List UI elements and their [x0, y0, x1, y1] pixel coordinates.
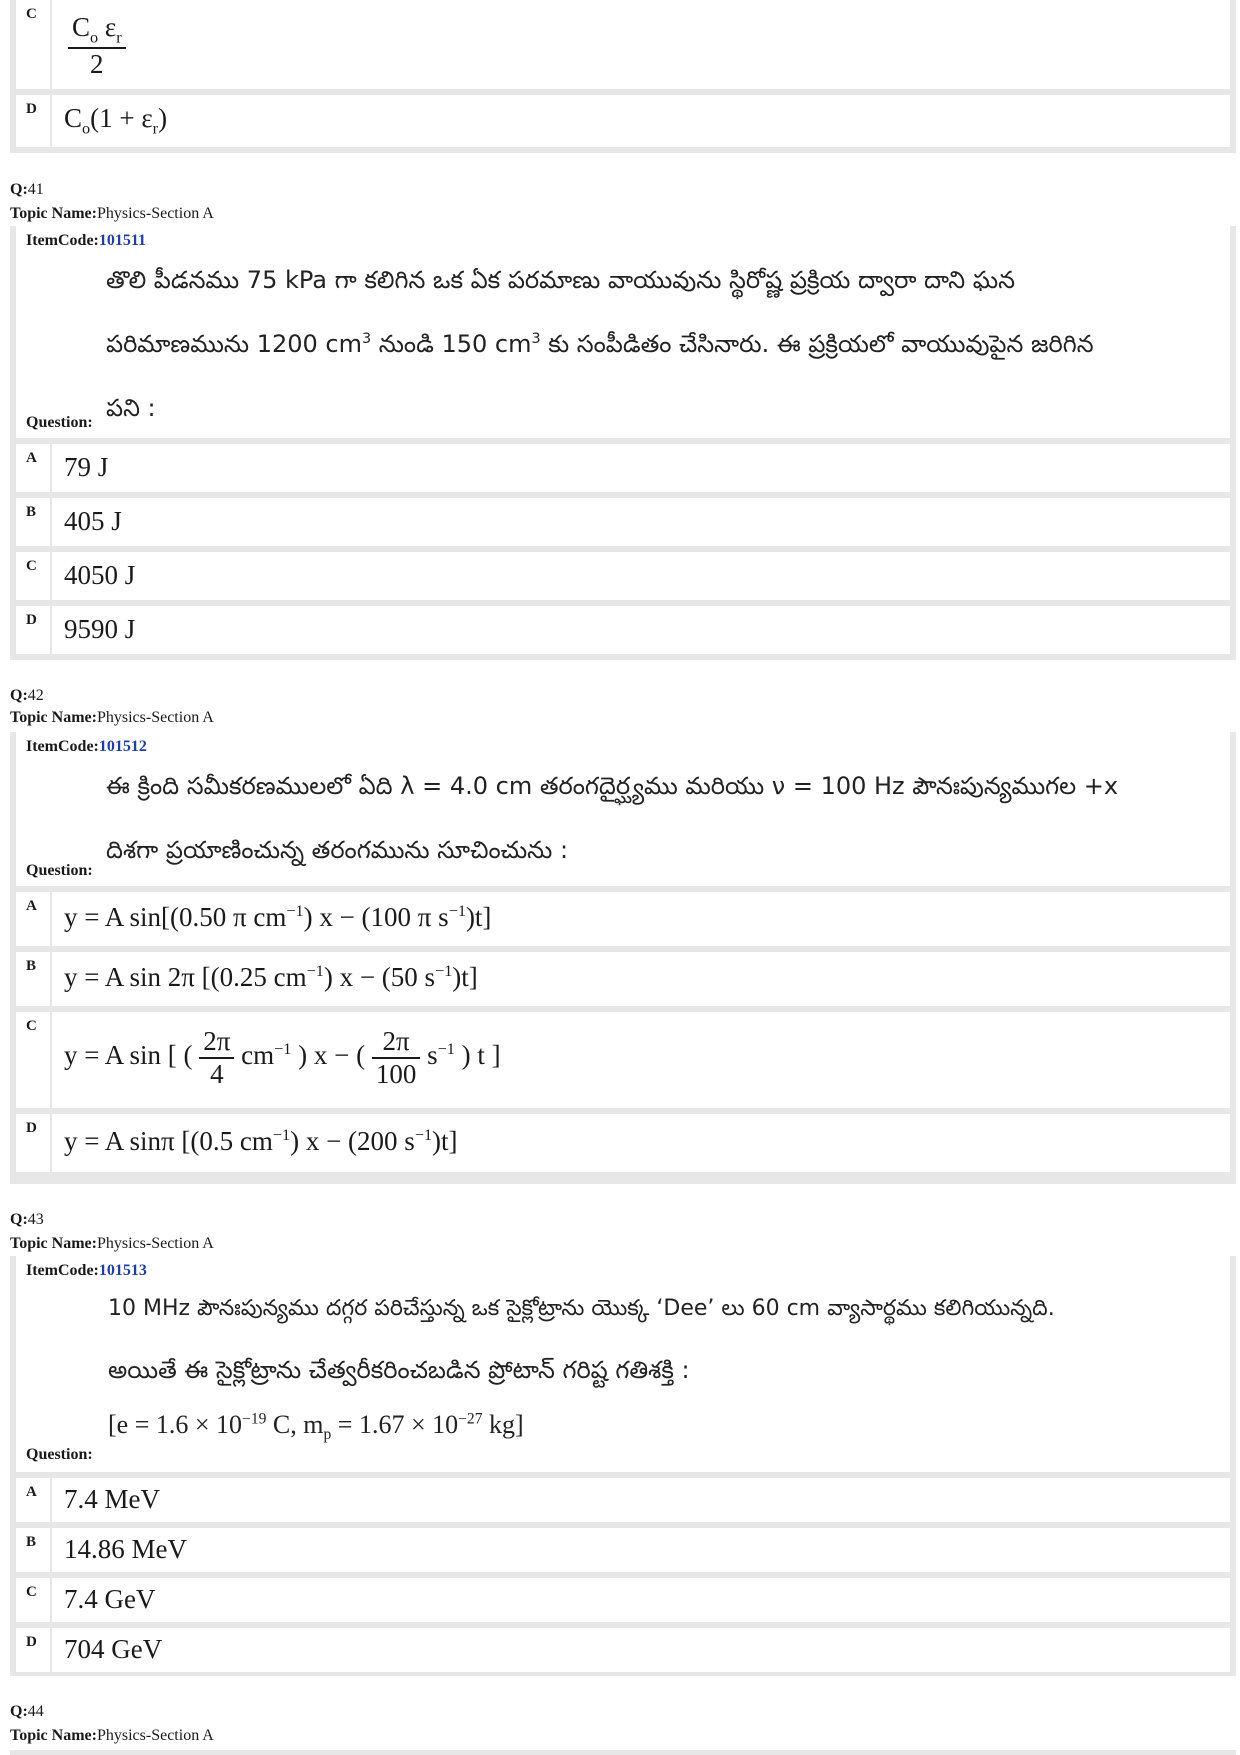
question-text: [108, 1256, 1218, 1472]
question-label: Question:: [26, 1446, 93, 1463]
question-line: పరిమాణమును 1200 $cm^3$ నుండి 150 $cm^3$ కు సంపీడితం చేసినారు. ఈ ప్రక్రియలో వాయువుపైన జరిగిన: [106, 330, 1094, 358]
option-row: [16, 0, 1230, 89]
question-line: పని :: [106, 394, 156, 422]
topic-name: Topic Name:Physics-Section A: [10, 205, 214, 222]
option-letter: B: [26, 504, 37, 520]
question-number: Q:44: [10, 1703, 44, 1720]
option-row[interactable]: [16, 552, 1230, 600]
option-row[interactable]: [16, 444, 1230, 492]
option-row[interactable]: [16, 892, 1230, 946]
option-text: 4050 J: [64, 560, 136, 590]
question-number: Q:42: [10, 687, 44, 704]
question-line: తొలి పీడనము 75 kPa గా కలిగిన ఒక ఏక పరమాణు వాయువును స్థిరోష్ణ ప్రక్రియ ద్వారా దాని ఘన: [106, 266, 1015, 294]
question-line: [$e = 1.6 \times 10^{-19}$ C, $m_p = 1.67 \times 10^{-27}$ kg]: [108, 1410, 524, 1444]
option-text: y = A sin 2π [(0.25 $cm^{-1}$) x − (50 $s^{-1})t$]: [64, 962, 478, 992]
question-text: [106, 732, 1218, 886]
option-text: 704 GeV: [64, 1634, 163, 1664]
option-text: 7.4 GeV: [64, 1584, 156, 1614]
option-c-fraction: $\frac{C_o \varepsilon_r}{2}$: [68, 12, 126, 80]
topic-name: Topic Name:Physics-Section A: [10, 709, 214, 726]
option-cell: [50, 95, 1230, 147]
option-text: 79 J: [64, 452, 109, 482]
option-row[interactable]: [16, 1528, 1230, 1572]
option-row[interactable]: [16, 1114, 1230, 1172]
option-letter: C: [26, 1584, 37, 1600]
option-row: [16, 95, 1230, 147]
option-letter: C: [26, 558, 37, 574]
question-body: [16, 1256, 1230, 1472]
item-code: ItemCode:101512: [26, 738, 147, 755]
option-text: 14.86 MeV: [64, 1534, 187, 1564]
option-letter: B: [26, 958, 37, 974]
question-frame: [10, 1256, 1236, 1676]
option-row[interactable]: [16, 1578, 1230, 1622]
question-number: Q:43: [10, 1211, 44, 1228]
option-row[interactable]: [16, 1628, 1230, 1672]
option-letter: B: [26, 1534, 37, 1550]
option-row[interactable]: [16, 1478, 1230, 1522]
option-letter: C: [26, 1018, 37, 1034]
question-text: [106, 226, 1218, 438]
question-body: [16, 226, 1230, 438]
option-letter: D: [26, 1120, 37, 1136]
option-letter: D: [26, 101, 37, 117]
option-letter: D: [26, 1634, 37, 1650]
option-letter: A: [26, 450, 37, 466]
option-cell: [50, 0, 1230, 89]
question-line: 10 MHz పౌనఃపున్యము దగ్గర పరిచేస్తున్న ఒక సైక్లోట్రాను యొక్క ‘Dee’ లు 60 cm వ్యాసార్థము కలిగియున్నది.: [108, 1296, 1055, 1321]
prev-options-frame: [10, 0, 1236, 153]
question-line: ఈ క్రింది సమీకరణములలో ఏది λ = 4.0 cm తరంగదైర్ఘ్యము మరియు ν = 100 Hz పౌనఃపున్యముగల +x: [106, 772, 1119, 800]
topic-name: Topic Name:Physics-Section A: [10, 1235, 214, 1252]
option-row[interactable]: [16, 606, 1230, 654]
option-text: y = A sinπ [(0.5 $cm^{-1}$) x − (200 $s^{-1})t$]: [64, 1126, 458, 1156]
option-row[interactable]: [16, 952, 1230, 1006]
option-row[interactable]: [16, 1012, 1230, 1108]
question-body: [16, 732, 1230, 886]
option-text: 9590 J: [64, 614, 136, 644]
option-text: y = A sin[(0.50 π $cm^{-1}$) x − (100 π $s^{-1})t$]: [64, 902, 492, 932]
option-letter: C: [26, 6, 37, 22]
option-letter: D: [26, 612, 37, 628]
question-frame: [10, 226, 1236, 660]
option-letter: A: [26, 1484, 37, 1500]
question-number: Q:41: [10, 181, 44, 198]
option-letter: A: [26, 898, 37, 914]
option-text: 7.4 MeV: [64, 1484, 160, 1514]
question-label: Question:: [26, 414, 93, 431]
item-code: ItemCode:101513: [26, 1262, 147, 1279]
question-label: Question:: [26, 862, 93, 879]
question-line: దిశగా ప్రయాణించున్న తరంగమును సూచించును :: [106, 836, 569, 864]
option-d-text: $C_o(1 + \varepsilon_r)$: [64, 103, 168, 138]
option-row[interactable]: [16, 498, 1230, 546]
option-text: y = A sin [ ( $\frac{2\pi}{4}$ $cm^{-1}$ ) x − ( $\frac{2\pi}{100}$ $s^{-1}$ ) t ]: [64, 1026, 501, 1089]
item-code: ItemCode:101511: [26, 232, 146, 249]
question-line: అయితే ఈ సైక్లోట్రాను చేత్వరీకరించబడిన ప్రోటాన్ గరిష్ట గతిశక్తి :: [108, 1356, 690, 1384]
option-text: 405 J: [64, 506, 122, 536]
question-frame: [10, 1750, 1236, 1755]
topic-name: Topic Name:Physics-Section A: [10, 1727, 214, 1744]
question-frame: [10, 732, 1236, 1184]
